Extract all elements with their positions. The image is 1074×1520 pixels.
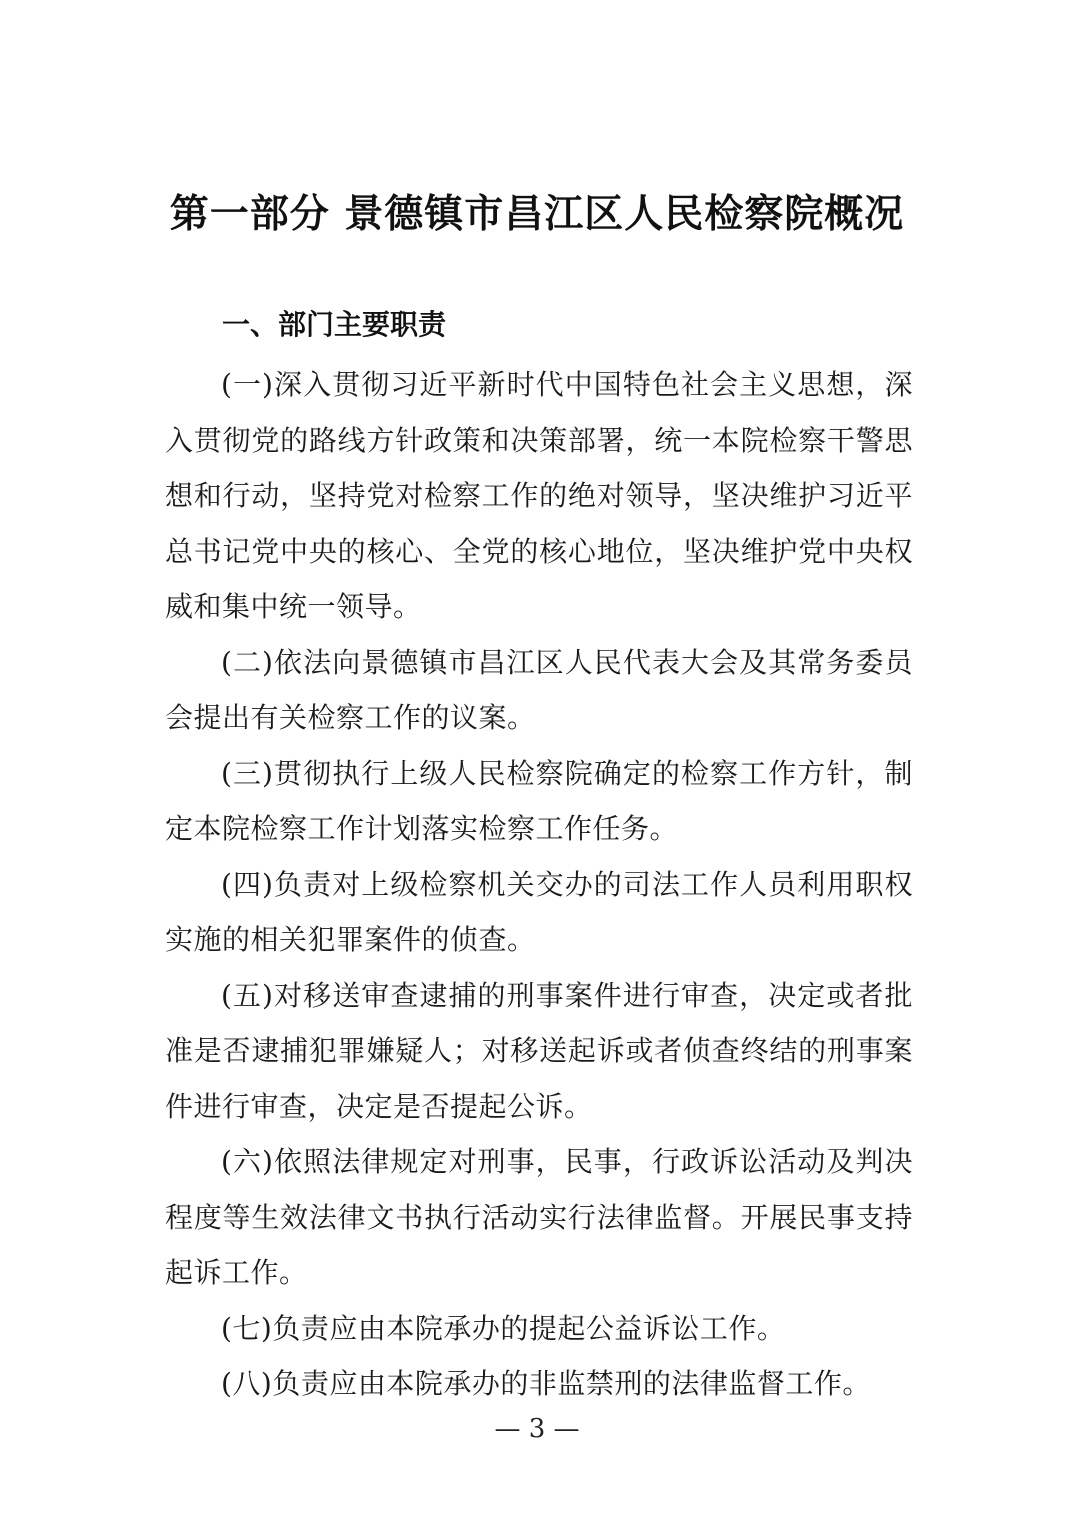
page-number: — 3 — <box>494 1414 580 1444</box>
duty-paragraph-6: (六)依照法律规定对刑事，民事，行政诉讼活动及判决程度等生效法律文书执行活动实行法律监督。开展民事支持起诉工作。 <box>165 1145 913 1289</box>
section-heading: 一、部门主要职责 <box>222 308 447 341</box>
duty-paragraph-7: (七)负责应由本院承办的提起公益诉讼工作。 <box>221 1311 786 1345</box>
duty-paragraph-1: (一)深入贯彻习近平新时代中国特色社会主义思想，深入贯彻党的路线方针政策和决策部署，统一本院检察干警思想和行动，坚持党对检察工作的绝对领导，坚决维护习近平总书记党中央的核心、全党的核心地位，坚决维护党中央权威和集中统一领导。 <box>165 368 913 623</box>
duty-paragraph-8: (八)负责应由本院承办的非监禁刑的法律监督工作。 <box>221 1367 871 1400</box>
duty-paragraph-4: (四)负责对上级检察机关交办的司法工作人员利用职权实施的相关犯罪案件的侦查。 <box>165 867 913 956</box>
duties-list <box>165 357 913 1412</box>
duty-paragraph-5: (五)对移送审查逮捕的刑事案件进行审查，决定或者批准是否逮捕犯罪嫌疑人；对移送起诉或者侦查终结的刑事案件进行审查，决定是否提起公诉。 <box>165 978 913 1123</box>
page-title: 第一部分 景德镇市昌江区人民检察院概况 <box>169 192 905 237</box>
duty-paragraph-2: (二)依法向景德镇市昌江区人民代表大会及其常务委员会提出有关检察工作的议案。 <box>165 645 913 734</box>
duty-paragraph-3: (三)贯彻执行上级人民检察院确定的检察工作方针，制定本院检察工作计划落实检察工作任务。 <box>165 756 913 845</box>
